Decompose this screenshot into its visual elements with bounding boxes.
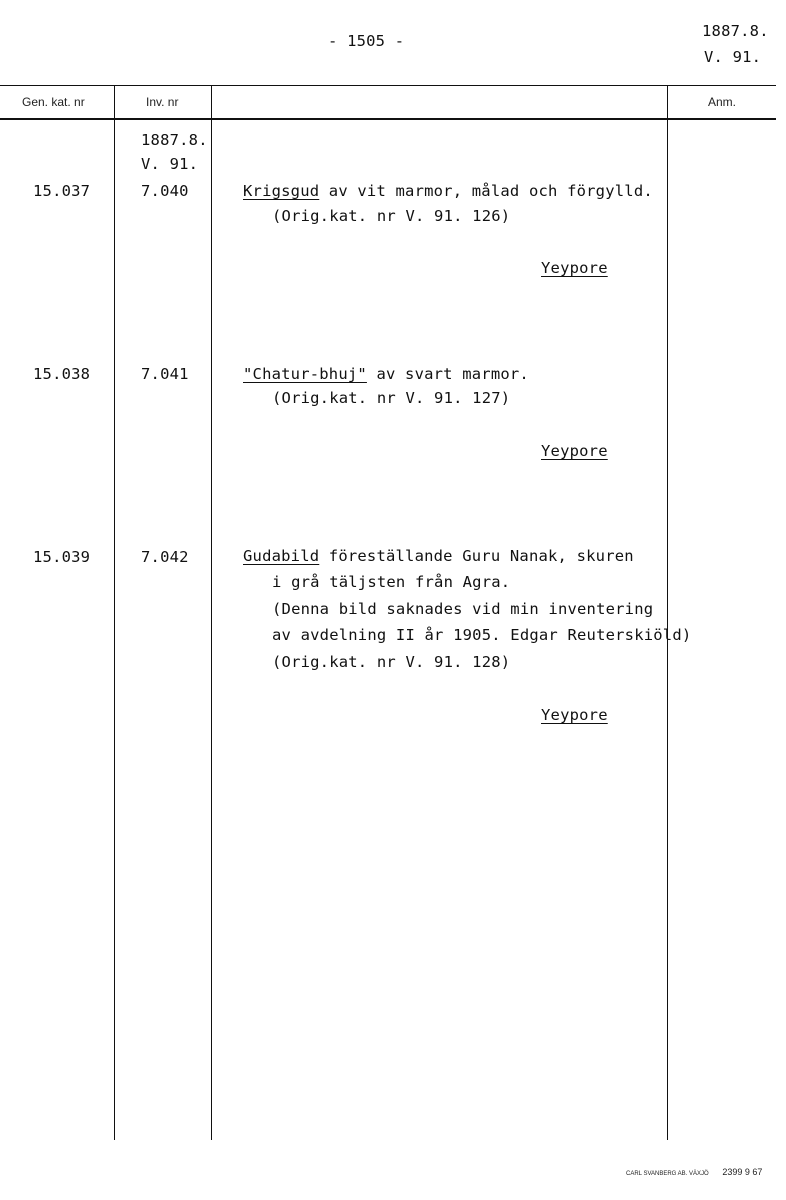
column-header-gen-kat-nr: Gen. kat. nr [22,95,85,109]
entry-description-line2: i grå täljsten från Agra. [272,573,511,591]
gen-kat-nr: 15.039 [33,548,91,566]
corner-volume-ref: V. 91. [704,48,762,66]
gen-kat-nr: 15.038 [33,365,91,383]
orig-kat-ref: (Orig.kat. nr V. 91. 126) [272,207,511,225]
header-bottom-rule [0,118,776,120]
column-divider-1 [114,85,115,1140]
entry-title: Krigsgud [243,182,320,200]
page-number: - 1505 - [328,32,405,50]
header-top-rule [0,85,776,86]
column-header-anm: Anm. [708,95,737,109]
entry-title: Gudabild [243,547,320,565]
entry-description [243,547,634,565]
gen-kat-nr: 15.037 [33,182,91,200]
inv-nr: 7.040 [141,182,189,200]
entry-note-line1: (Denna bild saknades vid min inventering [272,600,654,618]
place-name: Yeypore [541,442,608,460]
entry-text: av vit marmor, målad och förgylld. [319,182,653,200]
group-year-ref: 1887.8. [141,131,208,149]
column-divider-3 [667,85,668,1140]
entry-text: föreställande Guru Nanak, skuren [319,547,634,565]
entry-note-line2: av avdelning II år 1905. Edgar Reuterskiöld) [272,626,692,644]
place-name: Yeypore [541,706,608,724]
inv-nr: 7.042 [141,548,189,566]
printer-name: CARL SVANBERG AB. VÄXJÖ [626,1171,709,1177]
inv-nr: 7.041 [141,365,189,383]
orig-kat-ref: (Orig.kat. nr V. 91. 128) [272,653,511,671]
orig-kat-ref: (Orig.kat. nr V. 91. 127) [272,389,511,407]
form-code: 2399 9 67 [722,1167,763,1177]
column-divider-2 [211,85,212,1140]
entry-description [243,365,529,383]
entry-description [243,182,653,200]
entry-title: "Chatur-bhuj" [243,365,367,383]
place-name: Yeypore [541,259,608,277]
entry-text: av svart marmor. [366,365,529,383]
printer-imprint [626,1160,762,1179]
column-header-inv-nr: Inv. nr [146,95,179,109]
group-volume-ref: V. 91. [141,155,199,173]
corner-year-ref: 1887.8. [702,22,769,40]
